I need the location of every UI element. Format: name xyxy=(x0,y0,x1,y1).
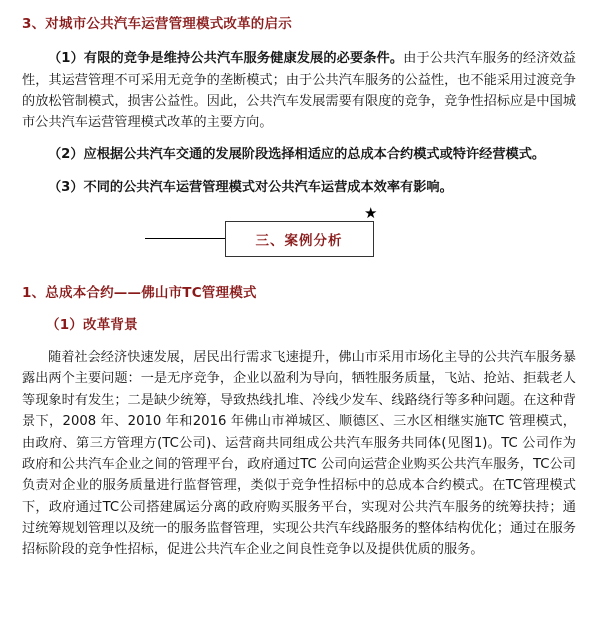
case-analysis-banner xyxy=(22,203,576,257)
section-heading: 3、对城市公共汽车运营管理模式改革的启示 xyxy=(22,16,292,32)
banner-rule-left xyxy=(145,238,225,239)
point-1-paragraph xyxy=(22,48,576,134)
star-icon: ★ xyxy=(364,203,379,222)
point-2-paragraph: （2）应根据公共汽车交通的发展阶段选择相适应的总成本合约模式或特许经营模式。 xyxy=(48,146,546,162)
case-analysis-label: 三、案例分析 xyxy=(255,232,343,249)
case-analysis-box xyxy=(225,203,379,257)
point-1-body: 由于公共汽车服务的经济效益性，其运营管理不可采用无竞争的垄断模式；由于公共汽车服务的公益性，也不能采用过渡竞争的放松管制模式，损害公益性。因此，公共汽车发展需要有限度的竞争，竞争性招标应是中国城市公共汽车运营管理模式改革的主要方向。 xyxy=(22,51,576,131)
case-heading: 1、总成本合约——佛山市TC管理模式 xyxy=(22,284,257,301)
point-1-lead: （1）有限的竞争是维持公共汽车服务健康发展的必要条件。 xyxy=(48,51,404,67)
case-subheading: （1）改革背景 xyxy=(46,316,138,333)
point-3-paragraph: （3）不同的公共汽车运营管理模式对公共汽车运营成本效率有影响。 xyxy=(48,180,453,196)
case-body-paragraph: 随着社会经济快速发展，居民出行需求飞速提升，佛山市采用市场化主导的公共汽车服务暴露出两个主要问题：一是无序竞争，企业以盈利为导向，牺牲服务质量，飞站、抢站、拒载老人等现象时有发生；二是缺少统筹，导致热线扎堆、冷线少发车、线路绕行等多种问题。在这种背景下，2008 年、2010 年和2016 年佛山市禅城区、顺德区、三水区相继实施TC 管理模式，由政府、第三方管理方(TC公司)、运营商共同组成公共汽车服务共同体(见图1)。TC 公司作为政府和公共汽车企业之间的管理平台，政府通过TC 公司向运营企业购买公共汽车服务，TC公司负责对企业的服务质量进行监督管理，类似于竞争性招标中的总成本合约模式。在TC管理模式下，政府通过TC公司搭建属运分离的政府购买服务平台，实现对公共汽车服务的统筹扶持；通过统筹规划管理以及统一的服务监督管理，实现公共汽车线路服务的整体结构优化；通过在服务招标阶段的竞争性招标，促进公共汽车企业之间良性竞争以及提供优质的服务。 xyxy=(22,350,576,558)
